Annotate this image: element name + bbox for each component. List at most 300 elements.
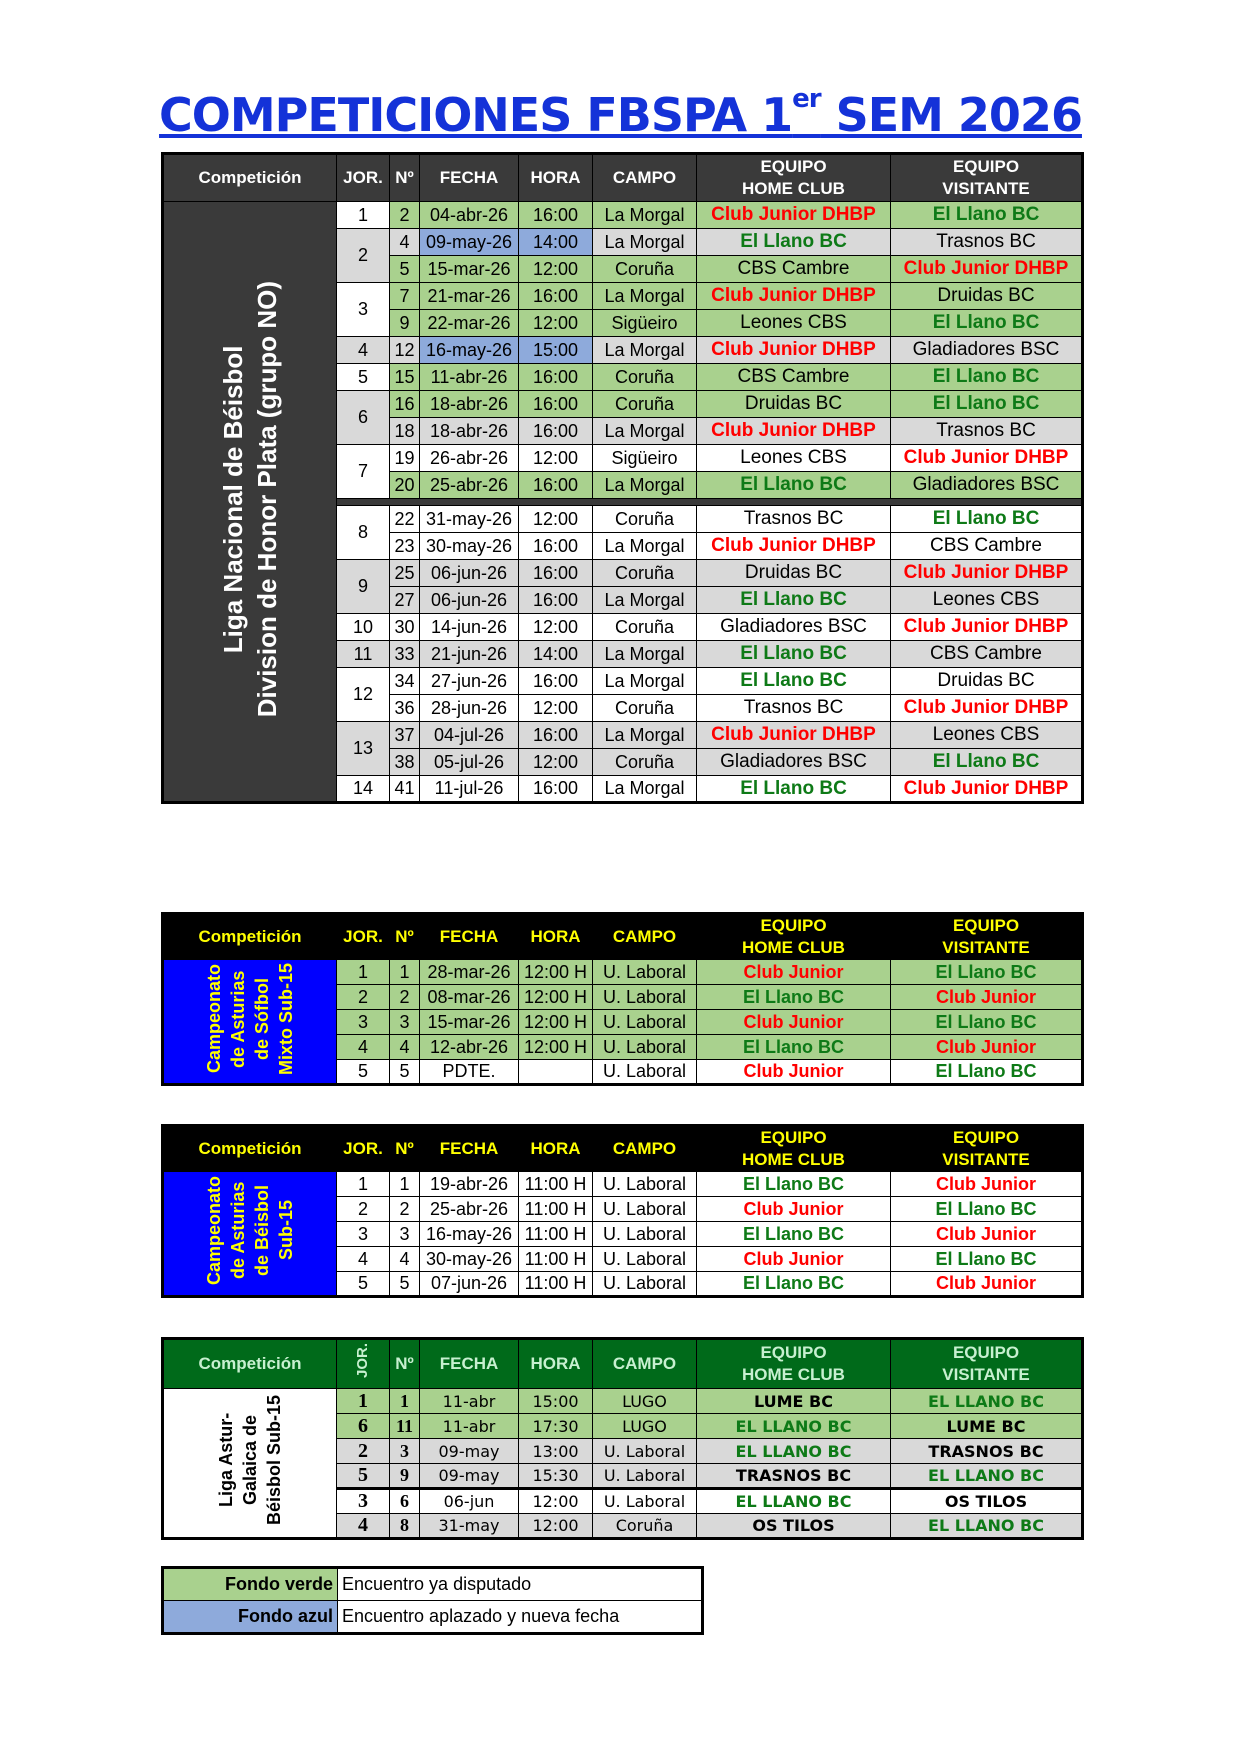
campo-cell: La Morgal [593,283,697,310]
hora-cell: 16:00 [519,472,593,499]
header-visit-line2: VISITANTE [942,1365,1030,1384]
header-visitante [891,1126,1083,1172]
numero-cell: 30 [390,614,420,641]
visitor-team-cell: Gladiadores BSC [891,472,1083,499]
campo-cell: La Morgal [593,722,697,749]
home-team-cell: Club Junior [697,1247,891,1272]
hora-cell: 11:00 H [519,1272,593,1297]
header-hora: HORA [519,1126,593,1172]
home-team-cell: El Llano BC [697,472,891,499]
visitor-team-cell: Trasnos BC [891,418,1083,445]
hora-cell: 12:00 [519,1489,593,1514]
header-competicion: Competición [163,914,337,960]
legend-text-postponed: Encuentro aplazado y nueva fecha [338,1601,703,1634]
home-team-cell: El Llano BC [697,587,891,614]
visitor-team-cell: Leones CBS [891,587,1083,614]
hora-cell: 14:00 [519,641,593,668]
numero-cell: 22 [390,506,420,533]
hora-cell: 16:00 [519,202,593,229]
fecha-cell: 26-abr-26 [420,445,519,472]
table-beisbol-sub15 [161,1124,1084,1298]
header-home-line2: HOME CLUB [742,938,845,957]
jor-cell: 3 [337,1489,390,1514]
home-team-cell: EL LLANO BC [697,1439,891,1464]
fecha-cell: 06-jun-26 [420,587,519,614]
visitor-team-cell: Club Junior [891,1272,1083,1297]
header-n: Nº [390,1339,420,1389]
hora-cell: 16:00 [519,364,593,391]
visitor-team-cell: LUME BC [891,1414,1083,1439]
header-visit-line2: VISITANTE [942,1150,1030,1169]
campo-cell: U. Laboral [593,1060,697,1085]
home-team-cell: Trasnos BC [697,506,891,533]
home-team-cell: El Llano BC [697,1272,891,1297]
fecha-cell: 16-may-26 [420,1222,519,1247]
visitor-team-cell: CBS Cambre [891,533,1083,560]
fecha-cell: 06-jun [420,1489,519,1514]
campo-cell: Coruña [593,364,697,391]
competition-label [202,1176,298,1285]
hora-cell: 11:00 H [519,1247,593,1272]
title-sup: er [792,84,821,114]
campo-cell: U. Laboral [593,960,697,985]
competition-line: Campeonato [204,964,224,1074]
fecha-cell: 18-abr-26 [420,418,519,445]
fecha-cell: 19-abr-26 [420,1172,519,1197]
fecha-cell: 28-jun-26 [420,695,519,722]
campo-cell: Sigüeiro [593,310,697,337]
fecha-cell: 18-abr-26 [420,391,519,418]
fecha-cell: 11-jul-26 [420,776,519,803]
n-cell: 11 [390,1414,420,1439]
hora-cell: 12:00 H [519,960,593,985]
hora-cell: 16:00 [519,722,593,749]
home-team-cell: El Llano BC [697,1222,891,1247]
header-home-line1: EQUIPO [760,157,827,176]
hora-cell: 16:00 [519,418,593,445]
campo-cell: Coruña [593,614,697,641]
jor-cell: 5 [337,1464,390,1489]
home-team-cell: Leones CBS [697,445,891,472]
visitor-team-cell: Club Junior [891,1222,1083,1247]
jornada-cell: 5 [337,364,390,391]
numero-cell: 5 [390,256,420,283]
header-visitante [891,1339,1083,1389]
hora-cell: 11:00 H [519,1222,593,1247]
n-cell: 3 [390,1439,420,1464]
competition-line2: Division de Honor Plata (grupo NO) [252,280,282,718]
table-row [163,960,1083,985]
campo-cell: La Morgal [593,202,697,229]
home-team-cell: CBS Cambre [697,256,891,283]
header-visit-line2: VISITANTE [942,179,1030,198]
n-cell: 3 [390,1222,420,1247]
header-home [697,1126,891,1172]
jor-cell: 3 [337,1010,390,1035]
fecha-cell: 09-may-26 [420,229,519,256]
home-team-cell: Club Junior [697,1060,891,1085]
visitor-team-cell: Leones CBS [891,722,1083,749]
home-team-cell: El Llano BC [697,776,891,803]
n-cell: 8 [390,1514,420,1539]
home-team-cell: CBS Cambre [697,364,891,391]
jor-cell: 4 [337,1035,390,1060]
fecha-cell: 21-jun-26 [420,641,519,668]
home-team-cell: El Llano BC [697,641,891,668]
visitor-team-cell: El Llano BC [891,391,1083,418]
numero-cell: 23 [390,533,420,560]
legend [161,1566,704,1635]
fecha-cell: 16-may-26 [420,337,519,364]
campo-cell: U. Laboral [593,1272,697,1297]
campo-cell: U. Laboral [593,1464,697,1489]
numero-cell: 2 [390,202,420,229]
visitor-team-cell: El Llano BC [891,1247,1083,1272]
campo-cell: U. Laboral [593,1010,697,1035]
jornada-cell: 7 [337,445,390,499]
fecha-cell: 25-abr-26 [420,1197,519,1222]
n-cell: 1 [390,1389,420,1414]
home-team-cell: El Llano BC [697,1035,891,1060]
campo-cell: U. Laboral [593,1489,697,1514]
header-n: Nº [390,1126,420,1172]
campo-cell: La Morgal [593,229,697,256]
home-team-cell: Druidas BC [697,560,891,587]
hora-cell: 13:00 [519,1439,593,1464]
hora-cell: 16:00 [519,560,593,587]
home-team-cell: Trasnos BC [697,695,891,722]
hora-cell: 12:00 [519,506,593,533]
competition-line: Galaica de [240,1415,260,1506]
hora-cell: 11:00 H [519,1197,593,1222]
hora-cell: 16:00 [519,533,593,560]
visitor-team-cell: Club Junior DHBP [891,614,1083,641]
home-team-cell: El Llano BC [697,985,891,1010]
home-team-cell: Club Junior DHBP [697,202,891,229]
home-team-cell: Club Junior DHBP [697,418,891,445]
visitor-team-cell: CBS Cambre [891,641,1083,668]
table-sofbol-sub15 [161,912,1084,1086]
header-home [697,1339,891,1389]
header-jor: JOR. [337,1126,390,1172]
numero-cell: 37 [390,722,420,749]
fecha-cell: 27-jun-26 [420,668,519,695]
competition-cell [163,202,337,803]
visitor-team-cell: El Llano BC [891,1010,1083,1035]
jornada-cell: 2 [337,229,390,283]
jor-cell: 2 [337,1197,390,1222]
jor-cell: 2 [337,985,390,1010]
home-team-cell: Club Junior DHBP [697,337,891,364]
numero-cell: 41 [390,776,420,803]
header-hora: HORA [519,154,593,202]
header-hora: HORA [519,1339,593,1389]
home-team-cell: Club Junior DHBP [697,533,891,560]
n-cell: 3 [390,1010,420,1035]
home-team-cell: Gladiadores BSC [697,749,891,776]
jor-cell: 1 [337,960,390,985]
fecha-cell: 15-mar-26 [420,256,519,283]
header-visitante [891,914,1083,960]
visitor-team-cell: EL LLANO BC [891,1514,1083,1539]
visitor-team-cell: Club Junior DHBP [891,256,1083,283]
hora-cell: 16:00 [519,391,593,418]
fecha-cell: 12-abr-26 [420,1035,519,1060]
visitor-team-cell: Gladiadores BSC [891,337,1083,364]
fecha-cell: 15-mar-26 [420,1010,519,1035]
fecha-cell: 06-jun-26 [420,560,519,587]
header-fecha: FECHA [420,154,519,202]
numero-cell: 7 [390,283,420,310]
header-visit-line1: EQUIPO [952,1343,1020,1362]
fecha-cell: 09-may [420,1439,519,1464]
title-main: COMPETICIONES FBSPA 1 [159,88,793,142]
header-competicion: Competición [163,1126,337,1172]
legend-row-postponed [163,1601,703,1634]
hora-cell: 12:00 [519,695,593,722]
competition-line: de Asturias [228,970,248,1068]
table-liga-nacional [161,152,1084,804]
home-team-cell: LUME BC [697,1389,891,1414]
fecha-cell: 05-jul-26 [420,749,519,776]
numero-cell: 9 [390,310,420,337]
campo-cell: Coruña [593,1514,697,1539]
competition-cell [163,960,337,1085]
campo-cell: U. Laboral [593,1439,697,1464]
header-fecha: FECHA [420,1339,519,1389]
jor-cell: 5 [337,1060,390,1085]
table-header [163,1339,1083,1389]
fecha-cell: 30-may-26 [420,1247,519,1272]
fecha-cell: 14-jun-26 [420,614,519,641]
numero-cell: 15 [390,364,420,391]
numero-cell: 36 [390,695,420,722]
header-visitante [891,154,1083,202]
table-row [163,202,1083,229]
campo-cell: La Morgal [593,641,697,668]
campo-cell: La Morgal [593,533,697,560]
header-home-line1: EQUIPO [760,1128,827,1147]
competition-line: de Asturias [228,1182,248,1280]
jor-cell: 1 [337,1172,390,1197]
home-team-cell: Club Junior [697,1197,891,1222]
header-campo: CAMPO [593,1339,697,1389]
competition-cell [163,1172,337,1297]
jornada-cell: 14 [337,776,390,803]
home-team-cell: El Llano BC [697,668,891,695]
home-team-cell: El Llano BC [697,229,891,256]
header-home-line1: EQUIPO [760,916,827,935]
header-competicion: Competición [163,1339,337,1389]
home-team-cell: Club Junior DHBP [697,283,891,310]
hora-cell: 16:00 [519,283,593,310]
legend-row-played [163,1568,703,1601]
competition-line: Campeonato [204,1176,224,1286]
n-cell: 9 [390,1464,420,1489]
visitor-team-cell: Club Junior DHBP [891,560,1083,587]
header-jor: JOR. [337,154,390,202]
header-competicion: Competición [163,154,337,202]
n-cell: 5 [390,1272,420,1297]
header-home [697,154,891,202]
header-n: Nº [390,914,420,960]
header-visit-line1: EQUIPO [952,1128,1020,1147]
hora-cell: 16:00 [519,668,593,695]
hora-cell: 12:00 [519,1514,593,1539]
numero-cell: 38 [390,749,420,776]
home-team-cell: TRASNOS BC [697,1464,891,1489]
visitor-team-cell: Club Junior DHBP [891,776,1083,803]
jornada-cell: 11 [337,641,390,668]
header-jor [337,1339,390,1389]
jor-cell: 5 [337,1272,390,1297]
hora-cell: 12:00 [519,445,593,472]
hora-cell: 15:30 [519,1464,593,1489]
visitor-team-cell: Trasnos BC [891,229,1083,256]
legend-text-played: Encuentro ya disputado [338,1568,703,1601]
jor-cell: 4 [337,1514,390,1539]
hora-cell [519,1060,593,1085]
campo-cell: La Morgal [593,337,697,364]
fecha-cell: 28-mar-26 [420,960,519,985]
jornada-cell: 9 [337,560,390,614]
competition-line: de Béisbol [252,1185,272,1277]
campo-cell: Coruña [593,695,697,722]
header-home-line2: HOME CLUB [742,179,845,198]
home-team-cell: Club Junior [697,960,891,985]
table-header [163,1126,1083,1172]
visitor-team-cell: EL LLANO BC [891,1464,1083,1489]
fecha-cell: 04-jul-26 [420,722,519,749]
home-team-cell: EL LLANO BC [697,1414,891,1439]
header-home [697,914,891,960]
jor-cell: 6 [337,1414,390,1439]
hora-cell: 17:30 [519,1414,593,1439]
jornada-cell: 10 [337,614,390,641]
campo-cell: Coruña [593,560,697,587]
home-team-cell: Druidas BC [697,391,891,418]
legend-label-played: Fondo verde [163,1568,338,1601]
header-n: Nº [390,154,420,202]
header-visit-line2: VISITANTE [942,938,1030,957]
n-cell: 2 [390,1197,420,1222]
campo-cell: U. Laboral [593,1247,697,1272]
campo-cell: La Morgal [593,668,697,695]
jor-cell: 1 [337,1389,390,1414]
campo-cell: Sigüeiro [593,445,697,472]
campo-cell: Coruña [593,749,697,776]
numero-cell: 4 [390,229,420,256]
table-liga-astur-galaica [161,1337,1084,1540]
table-header [163,914,1083,960]
fecha-cell: 09-may [420,1464,519,1489]
visitor-team-cell: El Llano BC [891,364,1083,391]
header-visit-line1: EQUIPO [952,157,1020,176]
home-team-cell: El Llano BC [697,1172,891,1197]
hora-cell: 15:00 [519,1389,593,1414]
header-jor: JOR. [337,914,390,960]
competition-line1: Liga Nacional de Béisbol [218,345,248,653]
numero-cell: 18 [390,418,420,445]
home-team-cell: Club Junior DHBP [697,722,891,749]
competition-line: Sub-15 [276,1200,296,1261]
jornada-cell: 6 [337,391,390,445]
numero-cell: 27 [390,587,420,614]
fecha-cell: 30-may-26 [420,533,519,560]
competition-line: de Sófbol [252,978,272,1060]
visitor-team-cell: TRASNOS BC [891,1439,1083,1464]
fecha-cell: 11-abr [420,1389,519,1414]
visitor-team-cell: Club Junior DHBP [891,695,1083,722]
campo-cell: La Morgal [593,472,697,499]
fecha-cell: 08-mar-26 [420,985,519,1010]
hora-cell: 15:00 [519,337,593,364]
jornada-cell: 8 [337,506,390,560]
header-hora: HORA [519,914,593,960]
home-team-cell: Gladiadores BSC [697,614,891,641]
header-campo: CAMPO [593,154,697,202]
fecha-cell: PDTE. [420,1060,519,1085]
home-team-cell: EL LLANO BC [697,1489,891,1514]
home-team-cell: Club Junior [697,1010,891,1035]
hora-cell: 12:00 H [519,1035,593,1060]
header-visit-line1: EQUIPO [952,916,1020,935]
n-cell: 4 [390,1035,420,1060]
competition-label [216,281,284,717]
header-home-line2: HOME CLUB [742,1365,845,1384]
fecha-cell: 21-mar-26 [420,283,519,310]
hora-cell: 12:00 H [519,985,593,1010]
fecha-cell: 25-abr-26 [420,472,519,499]
visitor-team-cell: Club Junior [891,1035,1083,1060]
title-rest: SEM 2026 [820,88,1082,142]
competition-label [214,1395,286,1525]
competition-cell [163,1389,337,1539]
campo-cell: U. Laboral [593,1172,697,1197]
header-fecha: FECHA [420,914,519,960]
n-cell: 2 [390,985,420,1010]
numero-cell: 19 [390,445,420,472]
legend-label-postponed: Fondo azul [163,1601,338,1634]
numero-cell: 20 [390,472,420,499]
n-cell: 4 [390,1247,420,1272]
home-team-cell: OS TILOS [697,1514,891,1539]
visitor-team-cell: Club Junior [891,1172,1083,1197]
visitor-team-cell: Druidas BC [891,283,1083,310]
visitor-team-cell: El Llano BC [891,749,1083,776]
numero-cell: 25 [390,560,420,587]
campo-cell: La Morgal [593,587,697,614]
table-row [163,1389,1083,1414]
visitor-team-cell: Club Junior [891,985,1083,1010]
campo-cell: Coruña [593,391,697,418]
table-header [163,154,1083,202]
header-home-line1: EQUIPO [760,1343,827,1362]
jornada-cell: 13 [337,722,390,776]
numero-cell: 33 [390,641,420,668]
jornada-cell: 3 [337,283,390,337]
campo-cell: LUGO [593,1414,697,1439]
n-cell: 1 [390,960,420,985]
visitor-team-cell: Club Junior DHBP [891,445,1083,472]
hora-cell: 11:00 H [519,1172,593,1197]
visitor-team-cell: El Llano BC [891,1197,1083,1222]
fecha-cell: 11-abr [420,1414,519,1439]
fecha-cell: 31-may [420,1514,519,1539]
jornada-cell: 1 [337,202,390,229]
home-team-cell: Leones CBS [697,310,891,337]
hora-cell: 16:00 [519,587,593,614]
